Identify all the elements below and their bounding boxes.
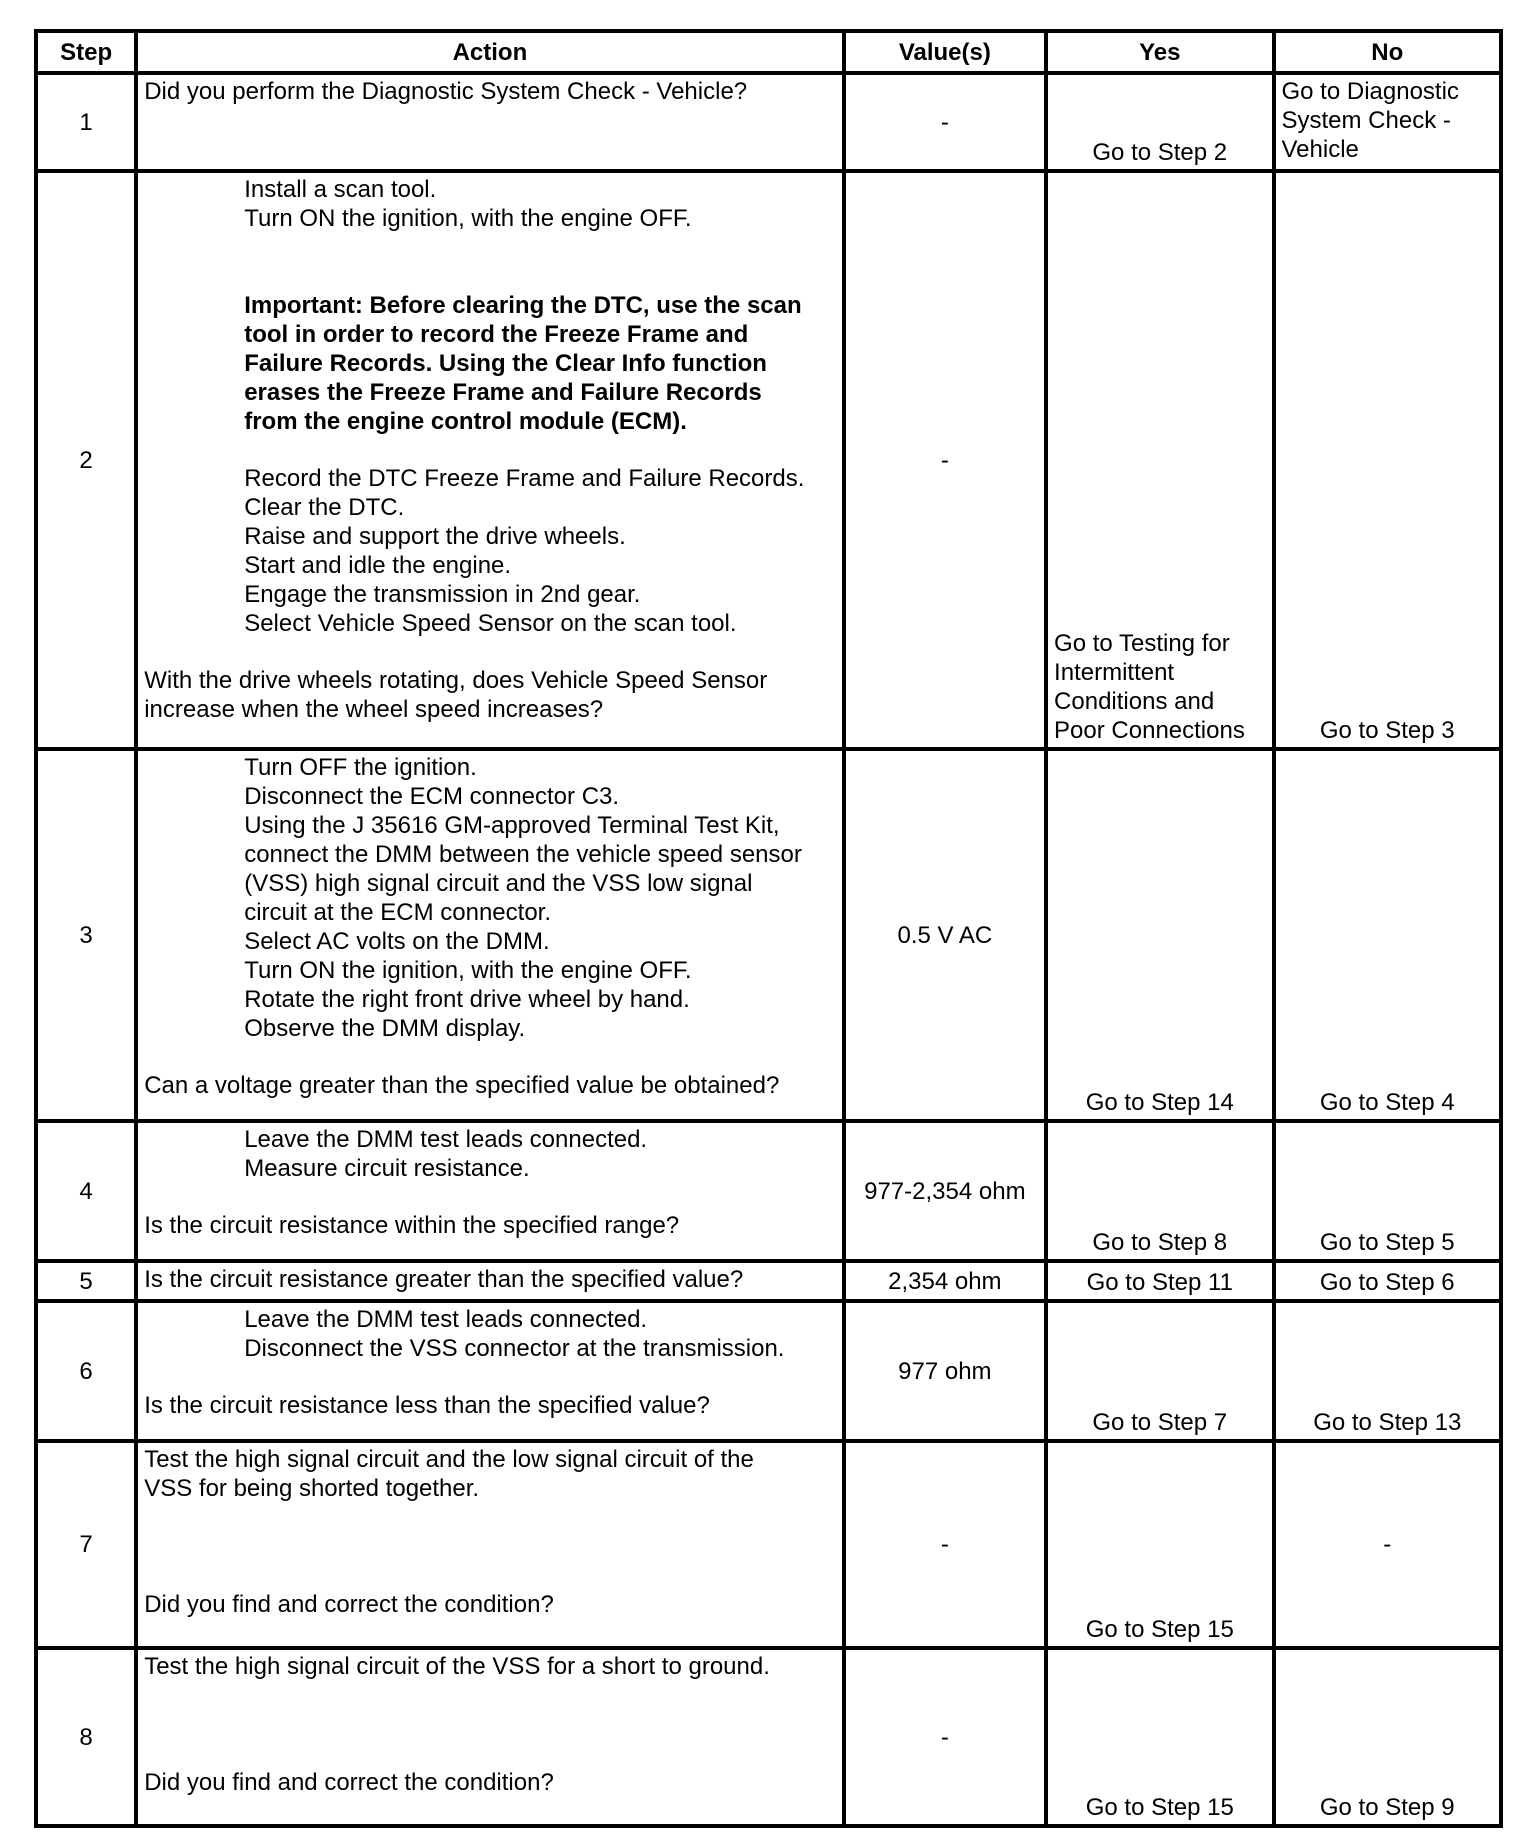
action-cell: Test the high signal circuit of the VSS for a short to ground. Did you find and correct the condition? bbox=[136, 1648, 843, 1826]
table-row bbox=[36, 1121, 1501, 1261]
question-text: Did you find and correct the condition? bbox=[144, 1591, 554, 1618]
no-cell: - bbox=[1274, 1441, 1502, 1648]
value-cell: 0.5 V AC bbox=[844, 749, 1046, 1121]
no-cell: Go to Step 6 bbox=[1274, 1261, 1502, 1301]
question-text: Is the circuit resistance greater than the specified value? bbox=[144, 1266, 744, 1293]
value-cell: 977 ohm bbox=[844, 1301, 1046, 1441]
header-step: Step bbox=[36, 31, 136, 73]
no-cell: Go to Step 5 bbox=[1274, 1121, 1502, 1261]
action-cell: Leave the DMM test leads connected. Measure circuit resistance. Is the circuit resistance within the specified range? bbox=[136, 1121, 843, 1261]
action-cell bbox=[136, 1261, 843, 1301]
yes-cell: Go to Step 2 bbox=[1046, 73, 1273, 171]
table-row bbox=[36, 1301, 1501, 1441]
step-number: 4 bbox=[36, 1121, 136, 1261]
header-yes: Yes bbox=[1046, 31, 1273, 73]
yes-cell: Go to Step 14 bbox=[1046, 749, 1273, 1121]
no-cell: Go to Step 13 bbox=[1274, 1301, 1502, 1441]
important-note: Important: Before clearing the DTC, use the scan tool in order to record the Freeze Frame and Failure Records. Using the Clear Info function erases the Freeze Frame and Failure Records from the engine control module (ECM). bbox=[244, 292, 802, 435]
no-cell: Go to Diagnostic System Check - Vehicle bbox=[1274, 73, 1502, 171]
value-cell: 977-2,354 ohm bbox=[844, 1121, 1046, 1261]
step-number: 7 bbox=[36, 1441, 136, 1648]
header-no: No bbox=[1274, 31, 1502, 73]
step-number: 3 bbox=[36, 749, 136, 1121]
no-cell: Go to Step 9 bbox=[1274, 1648, 1502, 1826]
value-cell: 2,354 ohm bbox=[844, 1261, 1046, 1301]
table-row bbox=[36, 171, 1501, 749]
question-text: Can a voltage greater than the specified value be obtained? bbox=[144, 1072, 780, 1099]
yes-cell: Go to Step 15 bbox=[1046, 1648, 1273, 1826]
yes-cell: Go to Testing for Intermittent Conditions and Poor Connections bbox=[1046, 171, 1273, 749]
value-cell: - bbox=[844, 73, 1046, 171]
step-number: 1 bbox=[36, 73, 136, 171]
step-number: 2 bbox=[36, 171, 136, 749]
header-values: Value(s) bbox=[844, 31, 1046, 73]
yes-cell: Go to Step 8 bbox=[1046, 1121, 1273, 1261]
question-text: Is the circuit resistance less than the specified value? bbox=[144, 1392, 710, 1419]
question-text: Is the circuit resistance within the specified range? bbox=[144, 1212, 680, 1239]
value-cell: - bbox=[844, 171, 1046, 749]
step-number: 5 bbox=[36, 1261, 136, 1301]
no-cell: Go to Step 4 bbox=[1274, 749, 1502, 1121]
table-row bbox=[36, 73, 1501, 171]
action-cell: Install a scan tool. Turn ON the ignition, with the engine OFF. Important: Before clearing the DTC, use the scan tool in order to record the Freeze Frame and Failure Records. Using the Clear Info function erases the Freeze Frame and Failure Records from the engine control module (ECM). Record the DTC Freeze Frame and Failure Records. Clear the DTC. Raise and support the drive wheels. Start and idle the engine. Engage the transmission in 2nd gear. Select Vehicle Speed Sensor on the scan tool. With the drive wheels rotating, does Vehicle Speed Sensor increase when the wheel speed increases? bbox=[136, 171, 843, 749]
diagnostic-table bbox=[34, 29, 1503, 1828]
table-row bbox=[36, 1648, 1501, 1826]
action-cell bbox=[136, 73, 843, 171]
action-cell: Turn OFF the ignition. Disconnect the ECM connector C3. Using the J 35616 GM-approved Terminal Test Kit, connect the DMM between the vehicle speed sensor (VSS) high signal circuit and the VSS low signal circuit at the ECM connector. Select AC volts on the DMM. Turn ON the ignition, with the engine OFF. Rotate the right front drive wheel by hand. Observe the DMM display. Can a voltage greater than the specified value be obtained? bbox=[136, 749, 843, 1121]
value-cell: - bbox=[844, 1648, 1046, 1826]
header-row bbox=[36, 31, 1501, 73]
header-action: Action bbox=[136, 31, 843, 73]
table-row bbox=[36, 749, 1501, 1121]
table-row bbox=[36, 1261, 1501, 1301]
action-cell: Test the high signal circuit and the low signal circuit of the VSS for being shorted together. Did you find and correct the condition? bbox=[136, 1441, 843, 1648]
question-text: With the drive wheels rotating, does Vehicle Speed Sensor bbox=[144, 667, 768, 694]
question-text: Did you perform the Diagnostic System Check - Vehicle? bbox=[144, 78, 748, 105]
action-cell: Leave the DMM test leads connected. Disconnect the VSS connector at the transmission. Is the circuit resistance less than the specified value? bbox=[136, 1301, 843, 1441]
no-cell: Go to Step 3 bbox=[1274, 171, 1502, 749]
step-number: 8 bbox=[36, 1648, 136, 1826]
yes-cell: Go to Step 7 bbox=[1046, 1301, 1273, 1441]
question-text: increase when the wheel speed increases? bbox=[144, 696, 604, 723]
table-row bbox=[36, 1441, 1501, 1648]
yes-cell: Go to Step 11 bbox=[1046, 1261, 1273, 1301]
value-cell: - bbox=[844, 1441, 1046, 1648]
yes-cell: Go to Step 15 bbox=[1046, 1441, 1273, 1648]
step-number: 6 bbox=[36, 1301, 136, 1441]
question-text: Did you find and correct the condition? bbox=[144, 1769, 554, 1796]
